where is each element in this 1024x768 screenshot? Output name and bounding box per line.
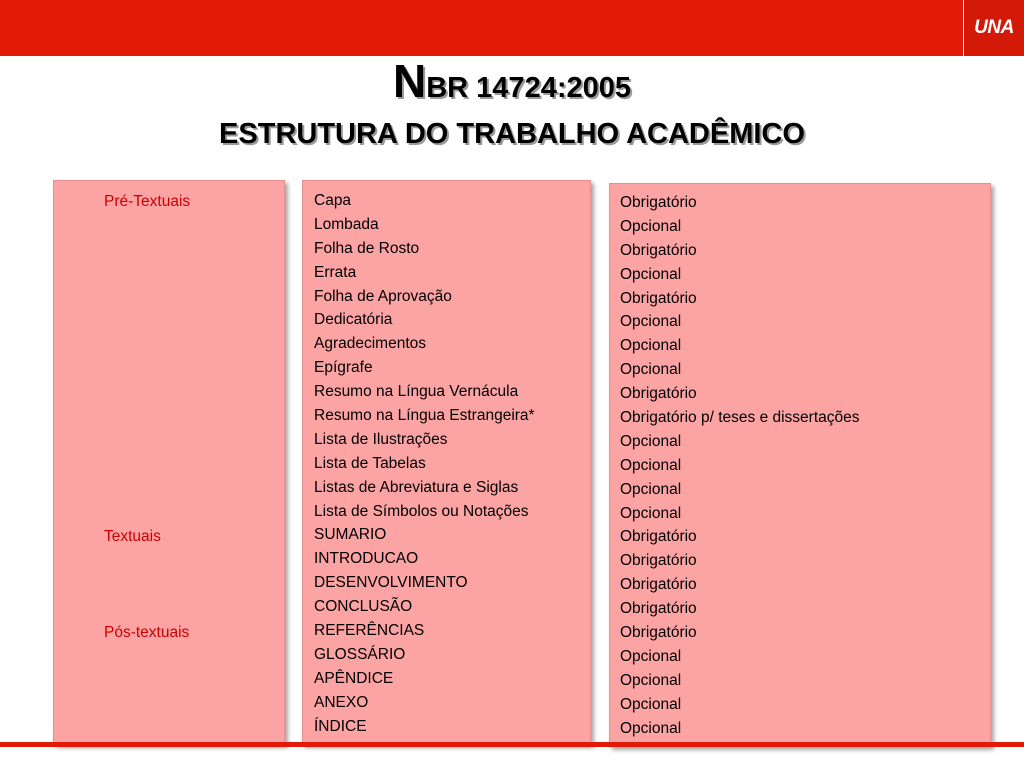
requirement-item: Obrigatório: [620, 576, 697, 594]
element-item: Lista de Símbolos ou Notações: [314, 502, 529, 520]
requirement-item: Opcional: [620, 671, 682, 689]
requirement-item: Obrigatório p/ teses e dissertações: [620, 409, 860, 427]
page-title: [0, 55, 1024, 107]
element-item: ÍNDICE: [314, 717, 367, 735]
requirement-item: Opcional: [620, 361, 682, 379]
element-item: Lista de Ilustrações: [314, 430, 448, 448]
requirement-item: Opcional: [620, 480, 682, 498]
requirement-item: Opcional: [620, 504, 682, 522]
requirement-item: Obrigatório: [620, 624, 697, 642]
requirement-item: Opcional: [620, 456, 682, 474]
requirement-item: Obrigatório: [620, 600, 697, 618]
requirement-item: Opcional: [620, 647, 682, 665]
elements-panel: [302, 180, 591, 745]
elements-list: [314, 189, 535, 738]
requirement-item: Obrigatório: [620, 289, 697, 307]
element-item: REFERÊNCIAS: [314, 622, 425, 640]
element-item: Folha de Aprovação: [314, 287, 452, 305]
logo-text: UNA: [974, 17, 1014, 38]
element-item: ANEXO: [314, 693, 369, 711]
element-item: Folha de Rosto: [314, 239, 420, 257]
page-subtitle: ESTRUTURA DO TRABALHO ACADÊMICO: [219, 118, 805, 150]
bottom-rule: [0, 742, 1024, 747]
element-item: Errata: [314, 263, 357, 281]
requirement-item: Opcional: [620, 217, 682, 235]
element-item: DESENVOLVIMENTO: [314, 574, 468, 592]
category-label-pre-textuais: Pré-Textuais: [104, 193, 191, 210]
requirement-item: Obrigatório: [620, 385, 697, 403]
una-logo: [963, 0, 1024, 56]
title-initial: N: [393, 55, 427, 107]
requirements-list: [620, 191, 860, 740]
category-panel: [53, 180, 285, 745]
element-item: Lombada: [314, 215, 379, 233]
requirements-panel: [609, 183, 991, 747]
element-item: Listas de Abreviatura e Siglas: [314, 478, 519, 496]
element-item: Dedicatória: [314, 311, 393, 329]
requirement-item: Opcional: [620, 432, 682, 450]
element-item: Resumo na Língua Vernácula: [314, 383, 519, 401]
requirement-item: Opcional: [620, 265, 682, 283]
element-item: APÊNDICE: [314, 669, 394, 687]
element-item: Capa: [314, 192, 352, 209]
element-item: Lista de Tabelas: [314, 454, 426, 472]
element-item: Agradecimentos: [314, 335, 427, 353]
element-item: Epígrafe: [314, 359, 373, 377]
element-item: CONCLUSÃO: [314, 598, 413, 616]
element-item: Resumo na Língua Estrangeira*: [314, 407, 535, 425]
requirement-item: Opcional: [620, 719, 682, 737]
requirement-item: Opcional: [620, 695, 682, 713]
element-item: GLOSSÁRIO: [314, 645, 406, 663]
requirement-item: Opcional: [620, 337, 682, 355]
requirement-item: Obrigatório: [620, 194, 697, 211]
category-label-pos-textuais: Pós-textuais: [104, 624, 190, 641]
element-item: INTRODUCAO: [314, 550, 419, 568]
category-label-textuais: Textuais: [104, 528, 161, 545]
requirement-item: Obrigatório: [620, 552, 697, 570]
top-banner: [0, 0, 1024, 56]
title-rest: BR 14724:2005: [426, 72, 631, 104]
requirement-item: Obrigatório: [620, 241, 697, 259]
element-item: SUMARIO: [314, 526, 387, 544]
requirement-item: Opcional: [620, 313, 682, 331]
requirement-item: Obrigatório: [620, 528, 697, 546]
